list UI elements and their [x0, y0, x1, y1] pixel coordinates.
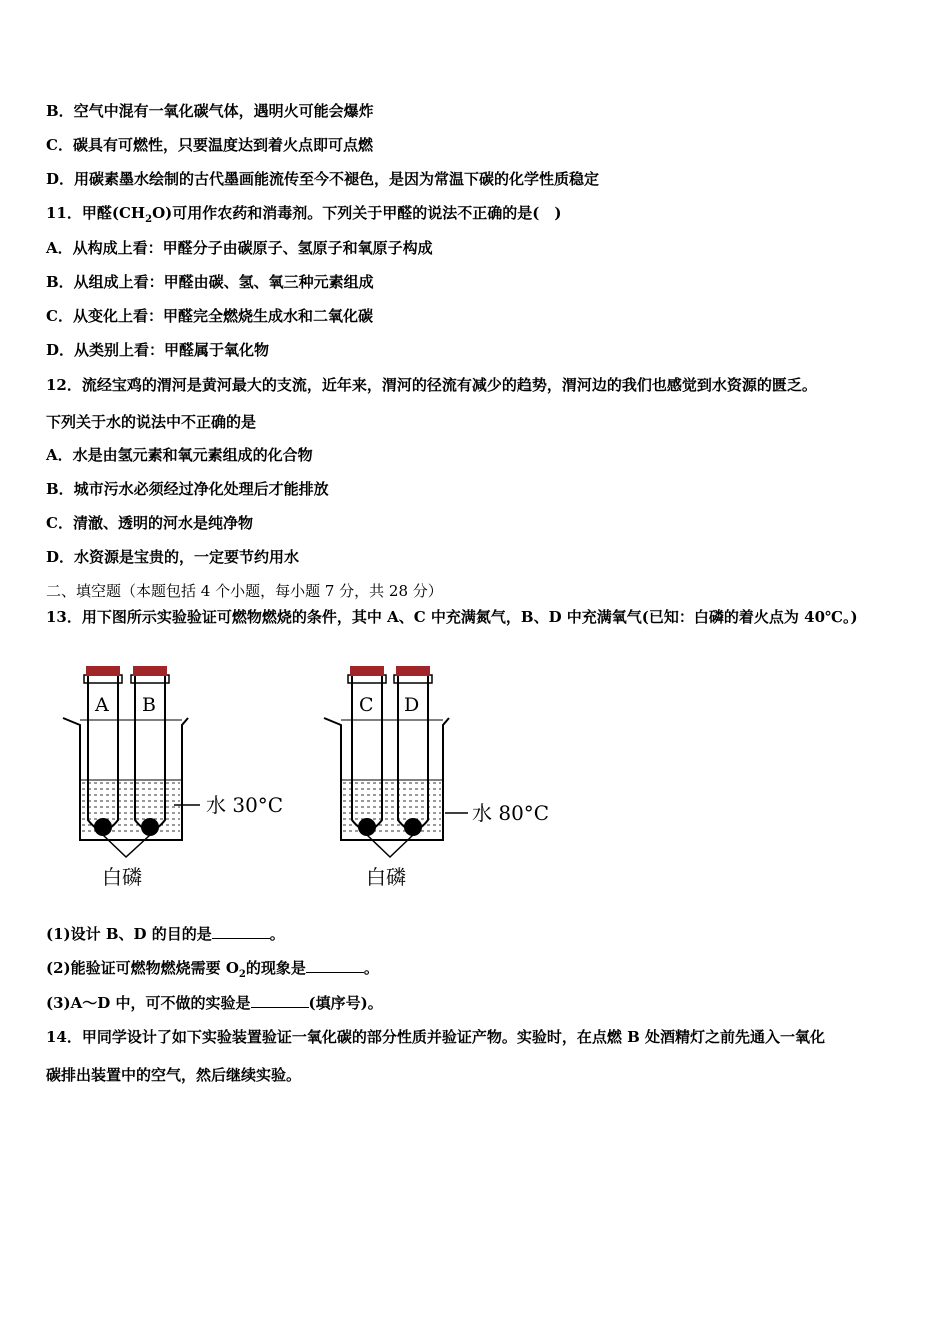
answer-blank-2[interactable] — [306, 958, 364, 973]
left-phosphorus-label: 白磷 — [102, 865, 142, 889]
q13-part1-text: (1)设计 B、D 的目的是 — [46, 925, 212, 943]
right-apparatus — [324, 675, 468, 857]
q14-stem-cont: 碳排出装置中的空气，然后继续实验。 — [46, 1066, 302, 1084]
q12-option-c: C．清澈、透明的河水是纯净物 — [46, 514, 253, 532]
q11-stem-post: O)可用作农药和消毒剂。下列关于甲醛的说法不正确的是( ) — [152, 204, 562, 222]
q13-part3 — [46, 993, 383, 1013]
q11-stem — [46, 203, 561, 223]
label-c: C — [359, 694, 374, 716]
right-water — [343, 783, 441, 831]
q11-stem-pre: 11．甲醛(CH — [46, 204, 146, 222]
left-apparatus — [63, 675, 200, 857]
q12-option-b: B．城市污水必须经过净化处理后才能排放 — [46, 480, 329, 498]
q13-part3-text: (3)A～D 中，可不做的实验是 — [46, 994, 251, 1012]
right-water-label: 水 80°C — [472, 801, 550, 825]
q13-part1 — [46, 924, 285, 944]
q13-part2-end: 。 — [363, 959, 379, 977]
q12-option-a: A．水是由氢元素和氧元素组成的化合物 — [46, 446, 313, 464]
q13-part2-subscript: 2 — [238, 969, 246, 980]
label-a: A — [95, 694, 109, 716]
label-b: B — [142, 694, 156, 716]
q10-option-b: B．空气中混有一氧化碳气体，遇明火可能会爆炸 — [46, 102, 374, 120]
q13-part3-end: (填序号)。 — [308, 994, 383, 1012]
q14-stem: 14．甲同学设计了如下实验装置验证一氧化碳的部分性质并验证产物。实验时，在点燃 B 处酒精灯之前先通入一氧化 — [46, 1028, 826, 1046]
q12-stem: 12．流经宝鸡的渭河是黄河最大的支流，近年来，渭河的径流有减少的趋势，渭河边的我们也感觉到水资源的匮乏。 — [46, 376, 817, 394]
phosphorus-a — [95, 819, 111, 835]
q13-part2-mid: 的现象是 — [245, 959, 306, 977]
left-beaker — [63, 718, 188, 840]
q12-stem-cont: 下列关于水的说法中不正确的是 — [46, 413, 257, 431]
q11-option-c: C．从变化上看：甲醛完全燃烧生成水和二氧化碳 — [46, 307, 373, 325]
q13-part2 — [46, 958, 379, 978]
phosphorus-d — [405, 819, 421, 835]
stopper-b — [133, 666, 167, 676]
left-water-label: 水 30°C — [206, 793, 284, 817]
answer-blank-1[interactable] — [212, 924, 270, 939]
q11-subscript: 2 — [145, 214, 153, 225]
q10-option-c: C．碳具有可燃性，只要温度达到着火点即可点燃 — [46, 136, 373, 154]
q12-option-d: D．水资源是宝贵的，一定要节约用水 — [46, 548, 300, 566]
q10-option-d: D．用碳素墨水绘制的古代墨画能流传至今不褪色，是因为常温下碳的化学性质稳定 — [46, 170, 600, 188]
right-beaker — [324, 718, 449, 840]
q13-part1-end: 。 — [269, 925, 285, 943]
q11-option-a: A．从构成上看：甲醛分子由碳原子、氢原子和氧原子构成 — [46, 239, 433, 257]
experiment-diagram — [60, 655, 580, 900]
stopper-a — [86, 666, 120, 676]
phosphorus-c — [359, 819, 375, 835]
q11-option-d: D．从类别上看：甲醛属于氧化物 — [46, 341, 270, 359]
label-d: D — [404, 694, 420, 716]
section-heading: 二、填空题（本题包括 4 个小题，每小题 7 分，共 28 分） — [46, 582, 443, 600]
phosphorus-b — [142, 819, 158, 835]
answer-blank-3[interactable] — [251, 993, 309, 1008]
q13-part2-text: (2)能验证可燃物燃烧需要 O — [46, 959, 239, 977]
stopper-d — [396, 666, 430, 676]
q11-option-b: B．从组成上看：甲醛由碳、氢、氧三种元素组成 — [46, 273, 374, 291]
q13-stem: 13．用下图所示实验验证可燃物燃烧的条件，其中 A、C 中充满氮气，B、D 中充满氧气(已知：白磷的着火点为 40℃。) — [46, 608, 858, 626]
right-phosphorus-label: 白磷 — [366, 865, 406, 889]
stopper-c — [350, 666, 384, 676]
